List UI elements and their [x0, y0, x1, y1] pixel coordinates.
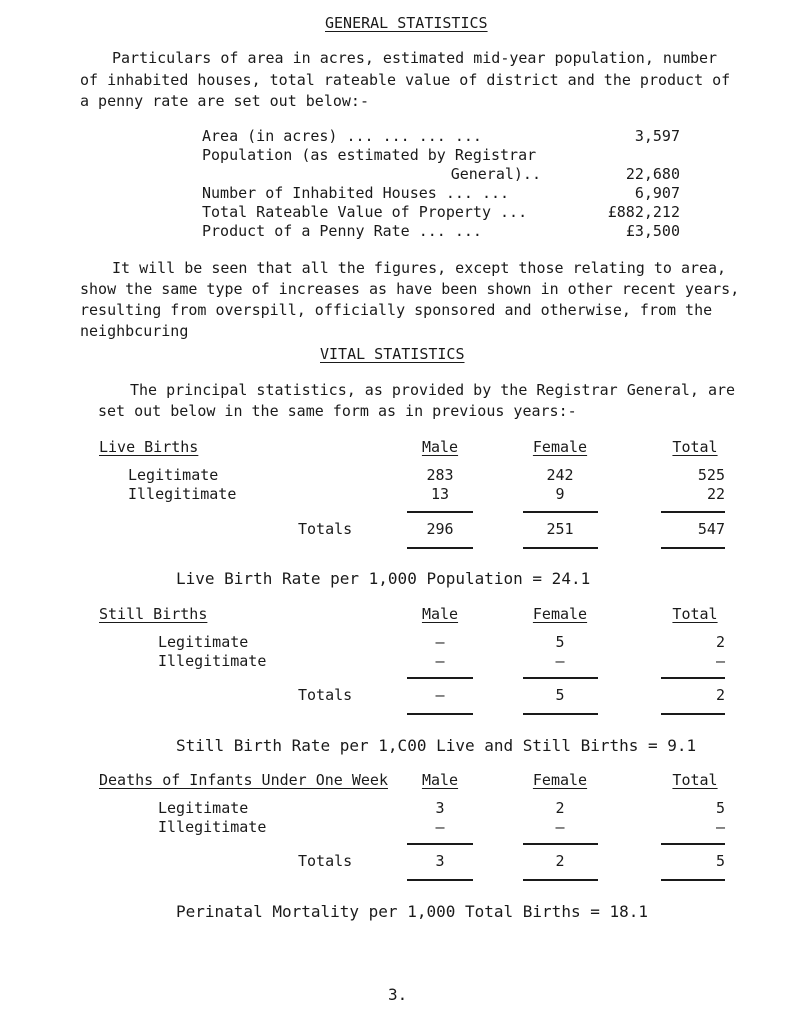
cell-female: 9	[555, 485, 565, 503]
row-label: Illegitimate	[158, 652, 267, 670]
cell-male: 13	[430, 485, 450, 503]
row-label: Legitimate	[158, 799, 249, 817]
totals-label: Totals	[298, 852, 353, 870]
divider	[523, 843, 598, 845]
cell-female: 242	[546, 466, 574, 484]
cell-male: 3	[435, 799, 445, 817]
divider	[523, 511, 598, 513]
general-heading: GENERAL STATISTICS	[325, 14, 488, 32]
divider	[661, 843, 725, 845]
page-number: 3.	[388, 985, 408, 1004]
divider	[407, 879, 473, 881]
total-female: 2	[555, 852, 565, 870]
cell-female: 5	[555, 633, 565, 651]
cell-total: 22	[706, 485, 725, 503]
table-title: Deaths of Infants Under One Week	[99, 771, 388, 789]
divider	[523, 879, 598, 881]
table-title: Still Births	[99, 605, 208, 623]
total-total: 5	[715, 852, 725, 870]
divider	[661, 713, 725, 715]
rate-line: Live Birth Rate per 1,000 Population = 24.1	[176, 569, 591, 588]
column-header: Male	[421, 605, 459, 623]
particular-value: 3,597	[634, 127, 680, 145]
vital-heading: VITAL STATISTICS	[320, 345, 465, 363]
divider	[523, 547, 598, 549]
paragraph-line: neighbcuring	[80, 322, 189, 340]
intro-line: a penny rate are set out below:-	[80, 92, 369, 110]
divider	[407, 843, 473, 845]
column-header: Female	[532, 438, 588, 456]
cell-total: –	[715, 818, 725, 836]
particular-label: Area (in acres) ... ... ... ...	[202, 127, 482, 145]
particular-label: Number of Inhabited Houses ... ...	[202, 184, 510, 202]
divider	[407, 547, 473, 549]
intro-line: set out below in the same form as in previous years:-	[98, 402, 577, 420]
particular-label: General)..	[450, 165, 541, 183]
totals-label: Totals	[298, 686, 353, 704]
particular-value: £3,500	[625, 222, 680, 240]
particular-value: 6,907	[634, 184, 680, 202]
divider	[661, 511, 725, 513]
divider	[407, 713, 473, 715]
row-label: Legitimate	[128, 466, 219, 484]
total-male: –	[435, 686, 445, 704]
particular-label: Population (as estimated by Registrar	[202, 146, 537, 164]
total-total: 547	[697, 520, 725, 538]
intro-line: Particulars of area in acres, estimated mid-year population, number	[112, 49, 718, 67]
column-header: Female	[532, 605, 588, 623]
column-header: Total	[672, 605, 718, 623]
row-label: Legitimate	[158, 633, 249, 651]
row-label: Illegitimate	[128, 485, 237, 503]
totals-label: Totals	[298, 520, 353, 538]
column-header: Total	[672, 771, 718, 789]
column-header: Male	[421, 771, 459, 789]
divider	[523, 713, 598, 715]
divider	[407, 511, 473, 513]
cell-female: 2	[555, 799, 565, 817]
particular-label: Total Rateable Value of Property ...	[202, 203, 528, 221]
particular-value: £882,212	[607, 203, 680, 221]
paragraph-line: It will be seen that all the figures, except those relating to area,	[112, 259, 727, 277]
total-female: 251	[546, 520, 574, 538]
rate-line: Still Birth Rate per 1,C00 Live and Still Births = 9.1	[176, 736, 697, 755]
rate-line: Perinatal Mortality per 1,000 Total Births = 18.1	[176, 902, 649, 921]
cell-female: –	[555, 652, 565, 670]
cell-male: –	[435, 818, 445, 836]
cell-total: 5	[715, 799, 725, 817]
cell-total: 525	[697, 466, 725, 484]
total-male: 3	[435, 852, 445, 870]
cell-total: 2	[715, 633, 725, 651]
divider	[523, 677, 598, 679]
column-header: Total	[672, 438, 718, 456]
column-header: Female	[532, 771, 588, 789]
cell-female: –	[555, 818, 565, 836]
particular-label: Product of a Penny Rate ... ...	[202, 222, 482, 240]
paragraph-line: show the same type of increases as have been shown in other recent years,	[80, 280, 740, 298]
intro-line: of inhabited houses, total rateable value of district and the product of	[80, 71, 731, 89]
divider	[661, 677, 725, 679]
divider	[407, 677, 473, 679]
row-label: Illegitimate	[158, 818, 267, 836]
table-title: Live Births	[99, 438, 199, 456]
intro-line: The principal statistics, as provided by the Registrar General, are	[130, 381, 736, 399]
total-male: 296	[426, 520, 454, 538]
divider	[661, 879, 725, 881]
particular-value: 22,680	[625, 165, 680, 183]
total-female: 5	[555, 686, 565, 704]
cell-male: –	[435, 633, 445, 651]
column-header: Male	[421, 438, 459, 456]
total-total: 2	[715, 686, 725, 704]
cell-male: 283	[426, 466, 454, 484]
paragraph-line: resulting from overspill, officially sponsored and otherwise, from the	[80, 301, 713, 319]
cell-total: –	[715, 652, 725, 670]
divider	[661, 547, 725, 549]
cell-male: –	[435, 652, 445, 670]
